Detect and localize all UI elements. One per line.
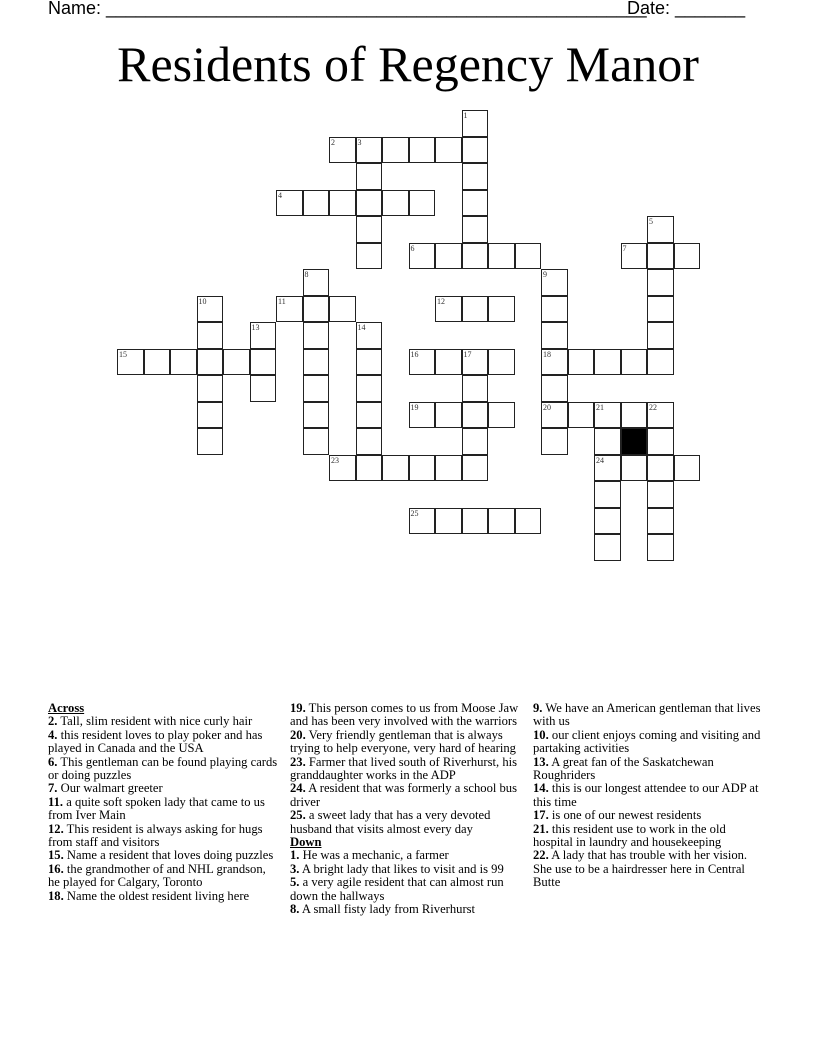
grid-cell[interactable]: [197, 349, 224, 376]
clue-number: 11: [278, 296, 286, 306]
clue-item: [290, 863, 522, 876]
grid-cell[interactable]: [515, 508, 542, 535]
clue-number: 15.: [48, 848, 64, 863]
grid-cell[interactable]: [356, 216, 383, 243]
clue-text: He was a mechanic, a farmer: [299, 848, 449, 863]
grid-cell[interactable]: [647, 508, 674, 535]
grid-cell[interactable]: [488, 402, 515, 429]
grid-cell[interactable]: [435, 137, 462, 164]
grid-cell[interactable]: [276, 296, 303, 323]
clue-number: 10: [198, 296, 207, 306]
clue-item: [290, 756, 522, 783]
grid-cell[interactable]: [435, 455, 462, 482]
grid-cell[interactable]: [541, 296, 568, 323]
clue-number: 12.: [48, 821, 64, 836]
grid-cell[interactable]: [303, 402, 330, 429]
grid-cell[interactable]: [541, 269, 568, 296]
clue-item: [290, 876, 522, 903]
grid-cell[interactable]: [647, 428, 674, 455]
clue-text: Our walmart greeter: [57, 781, 163, 796]
grid-cell[interactable]: [356, 455, 383, 482]
grid-cell[interactable]: [356, 243, 383, 270]
clue-number: 14: [357, 323, 366, 332]
grid-cell[interactable]: [462, 190, 489, 217]
grid-cell[interactable]: [382, 455, 409, 482]
clue-number: 11.: [48, 794, 64, 809]
grid-cell[interactable]: [435, 402, 462, 429]
clue-number: 7: [622, 243, 627, 253]
clue-number: 1: [463, 111, 468, 120]
blocked-cell: [621, 428, 648, 455]
clue-text: A resident that was formerly a school bus driver: [290, 781, 518, 809]
grid-cell[interactable]: [541, 349, 568, 376]
grid-cell[interactable]: [409, 190, 436, 217]
grid-cell[interactable]: [594, 508, 621, 535]
grid-cell[interactable]: [303, 322, 330, 349]
clue-item: [290, 782, 522, 809]
clue-item: [290, 903, 522, 916]
clue-number: 6.: [48, 754, 58, 769]
grid-cell[interactable]: [647, 216, 674, 243]
clue-number: 23.: [290, 754, 306, 769]
clue-item: [48, 890, 280, 903]
header: [48, 0, 746, 19]
clue-number: 15: [119, 349, 127, 359]
grid-cell[interactable]: [594, 349, 621, 376]
clue-text: Name the oldest resident living here: [63, 888, 250, 903]
grid-cell[interactable]: [356, 190, 383, 217]
grid-cell[interactable]: [594, 534, 621, 561]
clue-number: 18: [543, 349, 551, 359]
clue-number: 7.: [48, 781, 58, 796]
grid-cell[interactable]: [462, 243, 489, 270]
clue-item: [48, 756, 280, 783]
clue-number: 23: [331, 455, 339, 465]
clue-item: [48, 849, 280, 862]
grid-cell[interactable]: [197, 428, 224, 455]
date-field[interactable]: Date: _______: [627, 0, 746, 18]
grid-cell[interactable]: [647, 534, 674, 561]
grid-cell[interactable]: [409, 402, 436, 429]
clue-item: [290, 809, 522, 836]
grid-cell[interactable]: [674, 455, 701, 482]
grid-cell[interactable]: [356, 322, 383, 349]
clues-column-1: [48, 702, 280, 903]
grid-cell[interactable]: [594, 455, 621, 482]
grid-cell[interactable]: [329, 190, 356, 217]
clue-section-heading: Down: [290, 835, 322, 850]
grid-cell[interactable]: [462, 455, 489, 482]
grid-cell[interactable]: [488, 508, 515, 535]
clue-number: 20.: [290, 727, 306, 742]
clue-number: 22: [649, 402, 657, 412]
grid-cell[interactable]: [647, 481, 674, 508]
clue-number: 25: [410, 508, 419, 518]
clue-number: 18.: [48, 888, 64, 903]
clue-number: 1.: [290, 848, 300, 863]
clue-text: a quite soft spoken lady that came to us from Iver Main: [48, 794, 265, 823]
clue-item: [533, 823, 765, 850]
grid-cell[interactable]: [303, 296, 330, 323]
grid-cell[interactable]: [250, 349, 277, 376]
clue-number: 17: [463, 349, 472, 359]
clue-section-heading: Across: [48, 701, 85, 715]
grid-cell[interactable]: [647, 349, 674, 376]
grid-cell[interactable]: [197, 402, 224, 429]
grid-cell[interactable]: [409, 349, 436, 376]
clue-number: 21.: [533, 821, 549, 836]
grid-cell[interactable]: [488, 296, 515, 323]
clue-text: Farmer that lived south of Riverhurst, his granddaughter works in the ADP: [290, 754, 518, 783]
grid-cell[interactable]: [462, 110, 489, 137]
clue-number: 12: [437, 296, 445, 306]
grid-cell[interactable]: [568, 349, 595, 376]
grid-cell[interactable]: [541, 375, 568, 402]
grid-cell[interactable]: [462, 375, 489, 402]
grid-cell[interactable]: [435, 243, 462, 270]
clue-number: 16: [410, 349, 419, 359]
clue-number: 25.: [290, 808, 306, 823]
grid-cell[interactable]: [356, 163, 383, 190]
clue-number: 10.: [533, 727, 549, 742]
grid-cell[interactable]: [647, 402, 674, 429]
grid-cell[interactable]: [303, 269, 330, 296]
grid-cell[interactable]: [382, 190, 409, 217]
clue-item: [533, 809, 765, 822]
clue-text: This resident is always asking for hugs from staff and visitors: [48, 821, 263, 850]
clue-item: [48, 863, 280, 890]
clue-number: 8.: [290, 902, 300, 917]
clue-number: 19.: [290, 701, 306, 715]
clue-number: 5.: [290, 875, 300, 890]
grid-cell[interactable]: [329, 296, 356, 323]
clue-text: our client enjoys coming and visiting and partaking activities: [533, 727, 761, 756]
clue-number: 13.: [533, 754, 549, 769]
grid-cell[interactable]: [647, 243, 674, 270]
grid-cell[interactable]: [409, 508, 436, 535]
grid-cell[interactable]: [435, 349, 462, 376]
clue-text: A bright lady that likes to visit and is 99: [299, 861, 504, 876]
clue-number: 16.: [48, 861, 64, 876]
clue-text: the grandmother of and NHL grandson, he played for Calgary, Toronto: [48, 861, 266, 890]
clue-item: [290, 702, 522, 729]
grid-cell[interactable]: [409, 455, 436, 482]
clue-number: 3.: [290, 861, 300, 876]
grid-cell[interactable]: [197, 375, 224, 402]
clue-item: [533, 849, 765, 889]
grid-cell[interactable]: [250, 375, 277, 402]
clue-number: 20: [543, 402, 551, 412]
grid-cell[interactable]: [303, 428, 330, 455]
clue-number: 4: [278, 190, 282, 200]
grid-cell[interactable]: [647, 455, 674, 482]
grid-cell[interactable]: [541, 322, 568, 349]
clue-number: 6: [410, 243, 415, 253]
clue-item: [533, 782, 765, 809]
grid-cell[interactable]: [382, 137, 409, 164]
clue-text: a sweet lady that has a very devoted husband that visits almost every day: [290, 808, 491, 836]
clue-number: 24: [596, 455, 604, 465]
clue-text: this is our longest attendee to our ADP at this time: [533, 781, 759, 809]
clues-column-3: [533, 702, 765, 890]
grid-cell[interactable]: [117, 349, 144, 376]
clue-number: 14.: [533, 781, 549, 796]
name-field[interactable]: Name: ______________________________________________________: [48, 0, 647, 18]
page-title: Residents of Regency Manor: [117, 36, 699, 92]
grid-cell[interactable]: [674, 243, 701, 270]
clue-number: 17.: [533, 808, 549, 823]
clue-text: Name a resident that loves doing puzzles: [63, 848, 274, 863]
clue-item: [48, 715, 280, 728]
grid-cell[interactable]: [356, 375, 383, 402]
grid-cell[interactable]: [144, 349, 171, 376]
grid-cell[interactable]: [435, 296, 462, 323]
clue-text: this resident use to work in the old hospital in laundry and housekeeping: [533, 821, 726, 850]
grid-cell[interactable]: [541, 402, 568, 429]
grid-cell[interactable]: [462, 508, 489, 535]
clue-number: 9: [543, 270, 547, 279]
grid-cell[interactable]: [356, 349, 383, 376]
clue-text: this resident loves to play poker and has played in Canada and the USA: [48, 727, 263, 756]
clue-text: Tall, slim resident with nice curly hair: [57, 714, 253, 729]
grid-cell[interactable]: [568, 402, 595, 429]
grid-cell[interactable]: [647, 269, 674, 296]
clue-number: 13: [251, 323, 260, 332]
grid-cell[interactable]: [303, 190, 330, 217]
grid-cell[interactable]: [647, 322, 674, 349]
grid-cell[interactable]: [356, 428, 383, 455]
clue-item: [533, 702, 765, 729]
clue-item: [290, 849, 522, 862]
grid-cell[interactable]: [329, 137, 356, 164]
clue-number: 22.: [533, 848, 549, 863]
grid-cell[interactable]: [170, 349, 197, 376]
clue-item: [48, 823, 280, 850]
grid-cell[interactable]: [594, 402, 621, 429]
grid-cell[interactable]: [303, 349, 330, 376]
grid-cell[interactable]: [462, 402, 489, 429]
grid-cell[interactable]: [621, 455, 648, 482]
grid-cell[interactable]: [647, 296, 674, 323]
clue-number: 2: [331, 137, 335, 147]
grid-cell[interactable]: [621, 349, 648, 376]
grid-cell[interactable]: [621, 243, 648, 270]
clue-number: 4.: [48, 727, 58, 742]
clue-text: is one of our newest residents: [548, 808, 702, 823]
grid-cell[interactable]: [409, 137, 436, 164]
clue-item: [533, 756, 765, 783]
clue-item: [48, 729, 280, 756]
grid-cell[interactable]: [303, 375, 330, 402]
grid-cell[interactable]: [462, 137, 489, 164]
clue-number: 21: [596, 402, 604, 412]
grid-cell[interactable]: [594, 428, 621, 455]
clue-text: This gentleman can be found playing cards or doing puzzles: [48, 754, 278, 783]
clue-number: 3: [357, 137, 362, 147]
clue-number: 5: [649, 217, 653, 226]
clue-item: [533, 729, 765, 756]
grid-cell[interactable]: [276, 190, 303, 217]
grid-cell[interactable]: [515, 243, 542, 270]
clue-number: 24.: [290, 781, 306, 796]
grid-cell[interactable]: [462, 428, 489, 455]
grid-cell[interactable]: [621, 402, 648, 429]
grid-cell[interactable]: [488, 243, 515, 270]
clue-item: [290, 729, 522, 756]
grid-cell[interactable]: [488, 349, 515, 376]
grid-cell[interactable]: [462, 216, 489, 243]
clue-text: This person comes to us from Moose Jaw and has been very involved with the warriors: [290, 701, 519, 729]
clue-text: a very agile resident that can almost run down the hallways: [290, 875, 504, 903]
grid-cell[interactable]: [356, 137, 383, 164]
grid-cell[interactable]: [197, 296, 224, 323]
grid-cell[interactable]: [197, 322, 224, 349]
grid-cell[interactable]: [462, 163, 489, 190]
clue-text: A lady that has trouble with her vision. She use to be a hairdresser here in Central Butte: [533, 848, 748, 890]
clue-item: [48, 796, 280, 823]
grid-cell[interactable]: [541, 428, 568, 455]
clue-number: 9.: [533, 701, 543, 715]
grid-cell[interactable]: [462, 296, 489, 323]
clue-text: Very friendly gentleman that is always trying to help everyone, very hard of hearing: [290, 727, 516, 756]
clue-text: A small fisty lady from Riverhurst: [299, 902, 476, 917]
clue-number: 8: [304, 270, 309, 279]
grid-cell[interactable]: [250, 322, 277, 349]
grid-cell[interactable]: [462, 349, 489, 376]
clues-column-2: [290, 702, 522, 917]
clue-text: We have an American gentleman that lives with us: [533, 701, 761, 729]
clue-number: 19: [410, 402, 419, 412]
clue-item: [48, 782, 280, 795]
clue-text: A great fan of the Saskatchewan Roughriders: [533, 754, 714, 783]
grid-cell[interactable]: [594, 481, 621, 508]
grid-cell[interactable]: [435, 508, 462, 535]
clue-number: 2.: [48, 714, 58, 729]
grid-cell[interactable]: [329, 455, 356, 482]
grid-cell[interactable]: [356, 402, 383, 429]
grid-cell[interactable]: [409, 243, 436, 270]
grid-cell[interactable]: [223, 349, 250, 376]
